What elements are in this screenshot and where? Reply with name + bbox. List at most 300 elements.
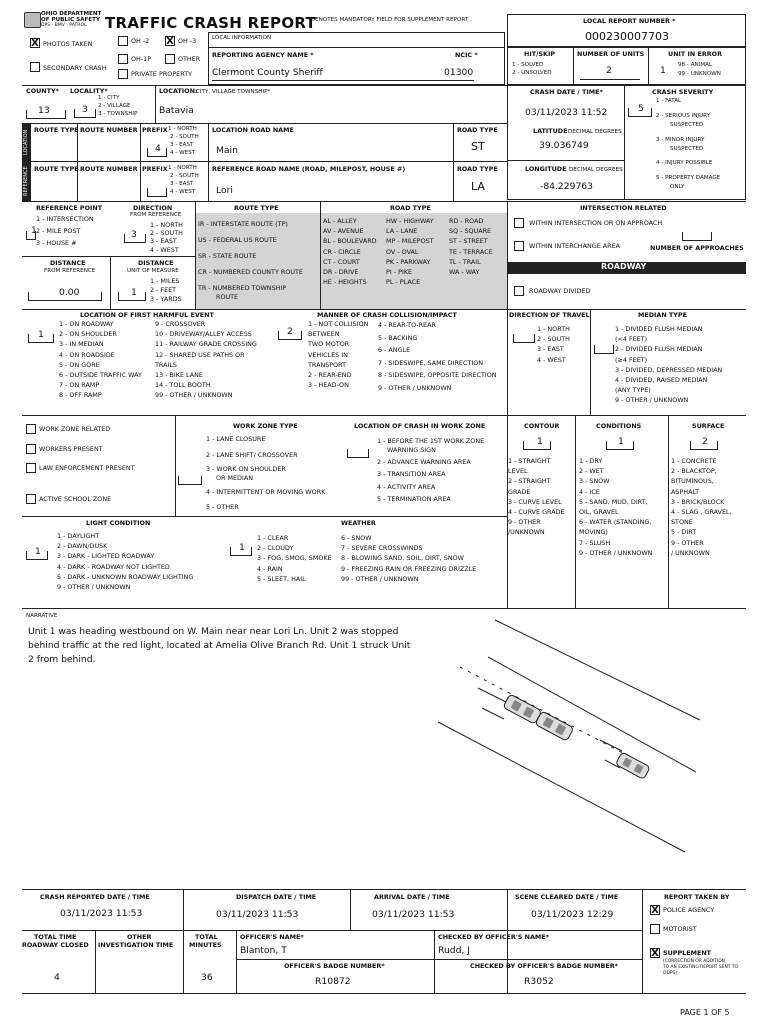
oh2-label: OH -2 <box>131 37 150 45</box>
prefix-option-1: 1 - NORTH <box>168 126 197 132</box>
rule <box>507 201 508 415</box>
motorist-checkbox[interactable] <box>650 924 660 934</box>
rule <box>183 889 184 930</box>
route-type-us: US - FEDERAL US ROUTE <box>198 236 277 244</box>
vehicle-unit-2 <box>503 694 542 724</box>
condcol-item: 2 - WET <box>579 467 604 476</box>
mcol2-item: 8 - SIDESWIPE, OPPOSITE DIRECTION <box>378 371 497 380</box>
rule <box>22 516 507 517</box>
narrative-line-2[interactable]: behind traffic at the red light, located at Amelia Olive Branch Rd. Unit 1 struck Unit <box>28 640 411 651</box>
direction-value[interactable]: 3 <box>131 229 137 240</box>
rtcol1-item: CR - CIRCLE <box>323 247 361 256</box>
road-type-col2 <box>386 216 434 287</box>
prefix-option-4: 4 - WEST <box>170 150 196 156</box>
roadway-header: ROADWAY <box>601 262 647 271</box>
unit-in-error[interactable]: 1 <box>660 65 666 76</box>
longitude-unit: DECIMAL DEGREES <box>569 167 623 173</box>
rule <box>195 201 196 309</box>
wz-location-title: LOCATION OF CRASH IN WORK ZONE <box>354 422 486 430</box>
within-intersection-label: WITHIN INTERSECTION OR ON APPROACH <box>529 219 663 227</box>
rule <box>648 47 649 85</box>
rule <box>642 889 643 993</box>
surface-value[interactable]: 2 <box>702 436 708 447</box>
mcol2-item: 9 - OTHER / UNKNOWN <box>378 383 452 392</box>
surfcol-item: 2 - BLACKTOP, <box>671 467 717 476</box>
locality-value[interactable]: 3 <box>82 104 88 115</box>
medcol-item: 4 - DIVIDED, RAISED MEDIAN <box>615 376 708 385</box>
active-school-zone-checkbox[interactable] <box>26 494 36 504</box>
ref-route-number-label: ROUTE NUMBER <box>80 165 138 173</box>
wcol2-item: 7 - SEVERE CROSSWINDS <box>341 544 423 553</box>
county-value[interactable]: 13 <box>38 105 50 116</box>
page-number: PAGE 1 OF 5 <box>680 1008 730 1017</box>
oh2-checkbox[interactable] <box>118 36 128 46</box>
lightcol-item: 5 - DARK - UNKNOWN ROADWAY LIGHTING <box>57 572 194 581</box>
condcol-item: 7 - SLUSH <box>579 538 611 547</box>
route-type-label: ROUTE TYPE <box>34 126 79 134</box>
surfcol-item: 4 - SLAG , GRAVEL, <box>671 508 732 517</box>
other-invest-label-2: INVESTIGATION TIME <box>98 941 174 949</box>
wcol2-item: 8 - BLOWING SAND, SOIL, DIRT, SNOW <box>341 554 464 563</box>
wz-loc-4: 4 - ACTIVITY AREA <box>377 483 436 491</box>
condcol-item: 9 - OTHER / UNKNOWN <box>579 548 653 557</box>
mcol1-item: TRANSPORT <box>308 360 347 369</box>
contcol-item: 3 - CURVE LEVEL <box>508 497 562 506</box>
officer-name-label: OFFICER'S NAME* <box>240 933 304 941</box>
checked-by-value[interactable]: Rudd, J <box>438 945 471 956</box>
photos-taken-label: PHOTOS TAKEN <box>43 40 93 48</box>
prefix-label: PREFIX <box>142 126 168 134</box>
surfcol-item: 5 - DIRT <box>671 528 697 537</box>
rule <box>624 85 625 200</box>
surfcol-item: STONE <box>671 518 693 527</box>
unit-in-error-option-2: 99 - UNKNOWN <box>678 71 721 77</box>
rule <box>236 930 237 993</box>
report-title: TRAFFIC CRASH REPORT <box>105 14 317 32</box>
route-type-cr: CR - NUMBERED COUNTY ROUTE <box>198 268 303 276</box>
rule <box>507 160 624 161</box>
total-minutes-label-2: MINUTES <box>189 941 222 949</box>
prefix-value[interactable]: 4 <box>155 143 161 154</box>
road-type-col1 <box>323 216 377 287</box>
rtcol3-item: SQ - SQUARE <box>449 227 492 236</box>
road-type-col3 <box>449 216 493 277</box>
rule <box>22 201 746 202</box>
narrative-line-3[interactable]: 2 from behind. <box>28 654 96 665</box>
medcol-item: (<4 FEET) <box>615 335 648 344</box>
rule <box>22 161 507 162</box>
rule <box>22 993 746 994</box>
law-enforcement-present-checkbox[interactable] <box>26 463 36 473</box>
rtcol1-item: AV - AVENUE <box>323 227 364 236</box>
latitude-unit: DECIMAL DEGREES <box>568 129 622 135</box>
rtcol2-item: MP - MILEPOST <box>386 237 434 246</box>
contour-options <box>508 456 565 538</box>
surface-options <box>671 456 732 558</box>
lightcol-item: 1 - DAYLIGHT <box>57 532 100 540</box>
severity-bracket <box>628 108 652 117</box>
condcol-item: 5 - SAND, MUD, DIRT, <box>579 497 648 506</box>
condcol-item: 6 - WATER (STANDING, <box>579 518 652 527</box>
ref-point-option-1: 1 - INTERSECTION <box>36 215 94 223</box>
hcol2-item: 12 - SHARED USE PATHS OR <box>155 350 245 359</box>
wz-type-1: 1 - LANE CLOSURE <box>206 435 266 443</box>
roadway-divided-checkbox[interactable] <box>514 286 524 296</box>
median-type-options <box>615 324 722 406</box>
dist-unit-bracket <box>118 292 146 301</box>
secondary-crash-label: SECONDARY CRASH <box>43 64 107 72</box>
longitude-value[interactable]: -84.229763 <box>540 181 593 192</box>
supplement-label: SUPPLEMENT <box>663 949 712 957</box>
locality-bracket <box>74 109 96 118</box>
dist-unit-option-2: 2 - FEET <box>150 286 177 294</box>
wz-type-4: 4 - INTERMITTENT OR MOVING WORK <box>206 488 326 496</box>
median-type-title: MEDIAN TYPE <box>638 311 687 319</box>
ref-prefix-label: PREFIX <box>142 165 168 173</box>
conditions-options <box>579 456 652 558</box>
dtcol-item: 4 - WEST <box>537 355 566 364</box>
other-checkbox[interactable] <box>165 54 175 64</box>
prefix-option-2: 2 - SOUTH <box>170 134 199 140</box>
within-intersection-checkbox[interactable] <box>514 218 524 228</box>
prefix-bracket <box>147 148 167 157</box>
work-zone-related-label: WORK ZONE RELATED <box>39 425 111 433</box>
weather-title: WEATHER <box>341 519 376 527</box>
ref-route-type-label: ROUTE TYPE <box>34 165 79 173</box>
wz-type-5: 5 - OTHER <box>206 503 239 511</box>
rule <box>580 79 640 80</box>
condcol-item: 3 - SNOW <box>579 477 610 486</box>
local-information-label: LOCAL INFORMATION <box>212 35 272 41</box>
medcol-item: 1 - DIVIDED FLUSH MEDIAN <box>615 325 703 333</box>
wz-type-2: 2 - LANE SHIFT/ CROSSOVER <box>206 451 298 459</box>
direction-label: DIRECTION <box>133 204 173 212</box>
condcol-item: MOVING) <box>579 528 608 537</box>
rule <box>22 415 746 416</box>
wz-type-3b: OR MEDIAN <box>216 474 254 482</box>
hcol1-item: 4 - ON ROADSIDE <box>59 350 115 359</box>
local-report-number-label: LOCAL REPORT NUMBER * <box>583 17 676 25</box>
narrative-line-1[interactable]: Unit 1 was heading westbound on W. Main near near Lori Ln. Unit 2 was stopped <box>28 626 399 637</box>
manner-value[interactable]: 2 <box>287 326 293 337</box>
active-school-zone-label: ACTIVE SCHOOL ZONE <box>39 495 112 503</box>
road-type-label: ROAD TYPE <box>457 126 498 134</box>
work-zone-related-checkbox[interactable] <box>26 424 36 434</box>
within-interchange-checkbox[interactable] <box>514 241 524 251</box>
police-agency-checkbox[interactable]: X <box>651 905 659 916</box>
number-of-units-label: NUMBER OF UNITS <box>577 50 645 58</box>
hcol2-item: 99 - OTHER / UNKNOWN <box>155 391 233 400</box>
total-minutes-value[interactable]: 36 <box>201 972 213 983</box>
surfcol-item: ASPHALT <box>671 487 700 496</box>
rule <box>95 930 96 993</box>
wz-type-3: 3 - WORK ON SHOULDER <box>206 465 286 473</box>
location-side-tab: LOCATION <box>22 123 31 161</box>
reporting-agency[interactable]: Clermont County Sheriff <box>212 67 323 78</box>
wcol2-item: 6 - SNOW <box>341 534 372 542</box>
roadway-divided-label: ROADWAY DIVIDED <box>529 287 591 295</box>
cleared-value[interactable]: 03/11/2023 12:29 <box>531 909 614 920</box>
officer-name-value[interactable]: Blanton, T <box>240 945 287 956</box>
conditions-value[interactable]: 1 <box>618 436 624 447</box>
ref-road-name-value[interactable]: Lori <box>216 185 233 196</box>
direction-option-1: 1 - NORTH <box>150 221 183 229</box>
lightcol-item: 4 - DARK - ROADWAY NOT LIGHTED <box>57 562 170 571</box>
hcol1-item: 6 - OUTSIDE TRAFFIC WAY <box>59 371 142 380</box>
wz-loc-3: 3 - TRANSITION AREA <box>377 470 446 478</box>
road-name-value[interactable]: Main <box>216 145 238 156</box>
first-harmful-title: LOCATION OF FIRST HARMFUL EVENT <box>80 311 214 319</box>
supplement-note-3: ODPS) <box>663 971 677 976</box>
severity-option-1: 1 - FATAL <box>656 98 682 104</box>
surfcol-item: BITUMINOUS, <box>671 477 714 486</box>
reported-value[interactable]: 03/11/2023 11:53 <box>60 908 143 919</box>
distance-unit-sub: UNIT OF MEASURE <box>127 268 179 274</box>
rule <box>77 123 78 201</box>
crash-diagram <box>400 612 746 882</box>
severity-option-5b: ONLY <box>670 184 685 190</box>
local-report-number[interactable]: 000230007703 <box>585 30 669 43</box>
police-agency-label: POLICE AGENCY <box>663 906 715 914</box>
private-property-checkbox[interactable] <box>118 69 128 79</box>
supplement-field-note: *DENOTES MANDATORY FIELD FOR SUPPLEMENT REPORT <box>308 17 469 23</box>
hit-skip-label: HIT/SKIP <box>524 50 556 58</box>
other-invest-label-1: OTHER <box>127 933 152 941</box>
total-time-label-2: ROADWAY CLOSED <box>22 941 89 949</box>
oh1p-checkbox[interactable] <box>118 54 128 64</box>
locality-label: LOCALITY* <box>70 87 108 95</box>
rtcol2-item: OV - OVAL <box>386 247 419 256</box>
crash-date-label: CRASH DATE / TIME* <box>530 88 603 96</box>
hcol2-item: 14 - TOLL BOOTH <box>155 381 211 390</box>
contour-title: CONTOUR <box>524 422 560 430</box>
rule <box>236 959 642 960</box>
route-type-sr: SR - STATE ROUTE <box>198 252 257 260</box>
route-number-label: ROUTE NUMBER <box>80 126 138 134</box>
first-harmful-value[interactable]: 1 <box>38 329 44 340</box>
conditions-title: CONDITIONS <box>596 422 642 430</box>
latitude-value[interactable]: 39.036749 <box>539 140 589 151</box>
rtcol3-item: ST - STREET <box>449 237 488 246</box>
wcol2-item: 9 - FREEZING RAIN OR FREEZING DRIZZLE <box>341 564 477 573</box>
dist-unit-option-1: 1 - MILES <box>150 277 180 285</box>
mcol2-item: 4 - REAR-TO-REAR <box>378 321 436 329</box>
ref-prefix-option-4: 4 - WEST <box>170 189 196 195</box>
light-condition-value[interactable]: 1 <box>35 546 41 557</box>
road-edge-far <box>438 722 685 852</box>
direction-of-travel-options <box>537 324 570 365</box>
contcol-item: GRADE <box>508 487 531 496</box>
ref-prefix-bracket <box>147 188 167 197</box>
rule <box>320 201 321 309</box>
rule <box>22 930 642 931</box>
direction-sub: FROM REFERENCE <box>130 212 182 218</box>
number-of-approaches-label: NUMBER OF APPROACHES <box>650 244 744 252</box>
ref-point-option-2: 2 - MILE POST <box>36 227 81 235</box>
ref-road-name-label: REFERENCE ROAD NAME (ROAD, MILEPOST, HOUSE #) <box>212 165 406 173</box>
road-type-value[interactable]: ST <box>471 140 485 153</box>
dispatch-label: DISPATCH DATE / TIME <box>236 893 317 901</box>
wcol1-item: 5 - SLEET, HAIL <box>257 574 306 583</box>
ncic-value[interactable]: 01300 <box>444 67 474 78</box>
rule <box>208 123 209 201</box>
rule <box>175 415 176 516</box>
crash-date-value[interactable]: 03/11/2023 11:52 <box>525 107 608 118</box>
medcol-item: 2 - DIVIDED FLUSH MEDIAN <box>615 345 703 354</box>
photos-taken-checkbox[interactable]: X <box>31 38 39 49</box>
rtcol3-item: TE - TERRACE <box>449 247 493 256</box>
hcol2-item: 13 - BIKE LANE <box>155 371 203 380</box>
hcol1-item: 5 - ON GORE <box>59 360 100 369</box>
latitude-label: LATITUDE <box>533 127 568 135</box>
total-time-value[interactable]: 4 <box>54 972 60 983</box>
mcol2-item: 7 - SIDESWIPE, SAME DIRECTION <box>378 358 484 367</box>
contour-value[interactable]: 1 <box>537 436 543 447</box>
distance-value[interactable]: 0.00 <box>59 287 80 298</box>
wz-location-bracket <box>347 449 369 458</box>
county-label: COUNTY* <box>26 87 59 95</box>
oh1p-label: OH-1P <box>131 55 152 63</box>
severity-option-2b: SUSPECTED <box>670 122 704 128</box>
manner-options-1 <box>308 319 368 390</box>
prefix-option-3: 3 - EAST <box>170 142 194 148</box>
hcol1-item: 8 - OFF RAMP <box>59 391 102 400</box>
wz-loc-1: 1 - BEFORE THE 1ST WORK ZONE <box>377 437 485 445</box>
other-label: OTHER <box>178 55 201 63</box>
severity-option-4: 4 - INJURY POSSIBLE <box>656 160 713 166</box>
contcol-item: 1 - STRAIGHT <box>508 457 551 465</box>
rule <box>208 47 505 48</box>
location-value[interactable]: Batavia <box>159 105 194 116</box>
surface-bracket <box>690 441 718 450</box>
light-bracket <box>26 551 48 560</box>
surfcol-item: / UNKNOWN <box>671 548 710 557</box>
narrative-label: NARRATIVE <box>26 613 58 619</box>
checked-badge-value[interactable]: R3052 <box>524 976 554 987</box>
weather-bracket <box>230 547 252 556</box>
surfcol-item: 1 - CONCRETE <box>671 457 717 465</box>
rule <box>575 415 576 608</box>
crash-severity-label: CRASH SEVERITY <box>652 88 714 96</box>
rtcol1-item: AL - ALLEY <box>323 217 357 225</box>
approaches-bracket <box>682 232 712 241</box>
weather-value[interactable]: 1 <box>239 542 245 553</box>
crash-severity-value[interactable]: 5 <box>638 103 644 114</box>
logo-text-2: OF PUBLIC SAFETY <box>41 17 100 23</box>
contcol-item: /UNKNOWN <box>508 528 545 537</box>
wz-loc-5: 5 - TERMINATION AREA <box>377 495 451 503</box>
condcol-item: OIL, GRAVEL <box>579 508 619 517</box>
dispatch-value[interactable]: 03/11/2023 11:53 <box>216 909 299 920</box>
intersection-related-label: INTERSECTION RELATED <box>580 204 667 212</box>
supplement-note-2: TO AN EXISTING REPORT SENT TO <box>663 965 738 970</box>
arrival-label: ARRIVAL DATE / TIME <box>374 893 450 901</box>
hcol2-item: 11 - RAILWAY GRADE CROSSING <box>155 340 257 349</box>
reference-point-value[interactable]: 1 <box>31 225 37 236</box>
rule <box>212 80 474 81</box>
hit-skip-option-1: 1 - SOLVED <box>512 62 544 68</box>
ref-point-option-3: 3 - HOUSE # <box>36 239 77 247</box>
longitude-label: LONGITUDE <box>525 165 567 173</box>
contcol-item: 9 - OTHER <box>508 518 541 527</box>
rtcol2-item: PI - PIKE <box>386 268 413 277</box>
unit-in-error-option-1: 98 - ANIMAL <box>678 62 713 68</box>
rule <box>22 608 746 609</box>
distance-bracket <box>28 292 102 301</box>
rule <box>22 889 746 890</box>
wcol1-item: 3 - FOG, SMOG, SMOKE <box>257 554 332 563</box>
hcol2-item: 9 - CROSSOVER <box>155 320 206 328</box>
direction-option-2: 2 - SOUTH <box>150 229 183 237</box>
wcol1-item: 1 - CLEAR <box>257 534 289 542</box>
rule <box>453 123 454 201</box>
rtcol2-item: LA - LANE <box>386 227 418 236</box>
route-type-title: ROUTE TYPE <box>234 204 279 212</box>
supplement-checkbox[interactable]: X <box>651 948 659 959</box>
severity-option-3: 3 - MINOR INJURY <box>656 137 705 143</box>
mcol1-item: 2 - REAR-END <box>308 371 352 380</box>
total-time-label-1: TOTAL TIME <box>34 933 77 941</box>
vehicle-third <box>615 752 650 779</box>
secondary-crash-checkbox[interactable] <box>30 62 40 72</box>
work-zone-type-title: WORK ZONE TYPE <box>233 422 298 430</box>
distance-label: DISTANCE <box>50 259 86 267</box>
rtcol2-item: PK - PARKWAY <box>386 257 431 266</box>
arrival-value[interactable]: 03/11/2023 11:53 <box>372 909 455 920</box>
contcol-item: 4 - CURVE GRADE <box>508 508 565 517</box>
road-name-label: LOCATION ROAD NAME <box>212 126 294 134</box>
surface-title: SURFACE <box>692 422 725 430</box>
distance-unit-label: DISTANCE <box>138 259 174 267</box>
mcol1-item: VEHICLES IN <box>308 350 348 359</box>
motorist-label: MOTORIST <box>663 925 697 933</box>
weather-options-1 <box>257 533 332 584</box>
ohio-dps-logo <box>24 12 41 28</box>
dist-unit-option-3: 3 - YARDS <box>150 295 182 303</box>
total-minutes-label-1: TOTAL <box>195 933 218 941</box>
hcol1-item: 7 - ON RAMP <box>59 381 100 390</box>
first-harmful-options-1 <box>59 319 142 401</box>
workers-present-checkbox[interactable] <box>26 444 36 454</box>
badge-value[interactable]: R10872 <box>315 976 351 987</box>
median-bracket <box>594 345 614 354</box>
rtcol3-item: RD - ROAD <box>449 217 484 225</box>
number-of-units[interactable]: 2 <box>606 65 612 76</box>
location-hint: CITY, VILLAGE TOWNSHIP* <box>196 89 271 95</box>
vehicle-unit-1 <box>535 711 574 741</box>
rtcol1-item: CT - COURT <box>323 257 360 266</box>
reference-side-tab: REFERENCE <box>22 161 31 201</box>
rule <box>434 930 435 993</box>
medcol-item: 9 - OTHER / UNKNOWN <box>615 396 689 405</box>
wcol1-item: 4 - RAIN <box>257 564 283 573</box>
mcol2-item: 5 - BACKING <box>378 333 418 342</box>
surfcol-item: 9 - OTHER <box>671 538 704 547</box>
rule <box>140 123 141 201</box>
contcol-item: 2 - STRAIGHT <box>508 477 551 486</box>
rtcol3-item: TL - TRAIL <box>449 257 481 266</box>
distance-unit-value[interactable]: 1 <box>131 287 137 298</box>
oh3-checkbox[interactable]: X <box>166 36 174 47</box>
direction-of-travel-bracket <box>513 334 535 343</box>
report-taken-by-label: REPORT TAKEN BY <box>664 893 730 901</box>
rule <box>183 930 184 993</box>
lightcol-item: 3 - DARK - LIGHTED ROADWAY <box>57 552 155 561</box>
workers-present-label: WORKERS PRESENT <box>39 445 103 453</box>
ref-road-type-value[interactable]: LA <box>471 180 485 193</box>
direction-of-travel-title: DIRECTION OF TRAVEL <box>509 311 590 319</box>
unit-in-error-label: UNIT IN ERROR <box>668 50 723 58</box>
